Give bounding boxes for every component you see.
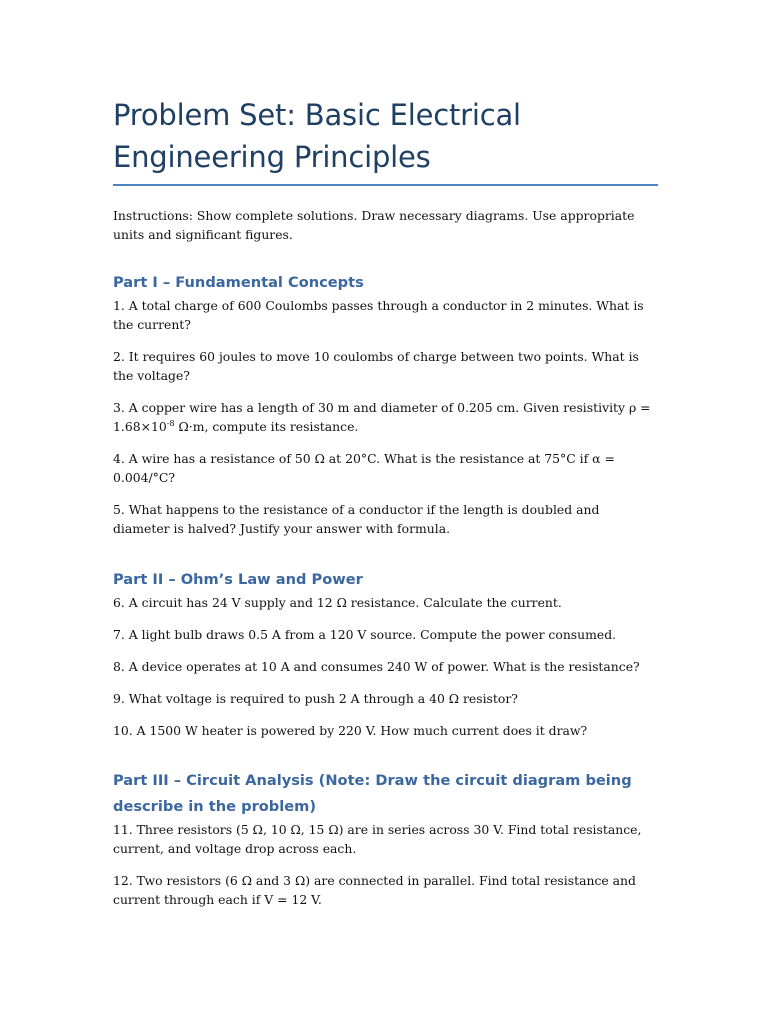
problem-3-exponent: -8 bbox=[166, 419, 175, 428]
document-title: Problem Set: Basic Electrical Engineering Principles bbox=[113, 94, 658, 186]
part-3-heading: Part III – Circuit Analysis (Note: Draw the circuit diagram being describe in the problem) bbox=[113, 772, 632, 815]
problem-12: 12. Two resistors (6 Ω and 3 Ω) are connected in parallel. Find total resistance and current through each if V = 12 V. bbox=[113, 873, 636, 907]
document-page bbox=[113, 94, 658, 909]
problem-9: 9. What voltage is required to push 2 A through a 40 Ω resistor? bbox=[113, 691, 518, 706]
problem-5: 5. What happens to the resistance of a conductor if the length is doubled and diameter is halved? Justify your answer with formula. bbox=[113, 502, 600, 536]
part-3-section bbox=[113, 768, 658, 909]
part-2-section bbox=[113, 567, 658, 740]
problem-2: 2. It requires 60 joules to move 10 coulombs of charge between two points. What is the voltage? bbox=[113, 349, 639, 383]
instructions-text: Instructions: Show complete solutions. Draw necessary diagrams. Use appropriate units and significant figures. bbox=[113, 208, 635, 242]
problem-3-text-after: Ω·m, compute its resistance. bbox=[174, 419, 359, 434]
problem-3 bbox=[113, 398, 658, 436]
problem-8: 8. A device operates at 10 A and consumes 240 W of power. What is the resistance? bbox=[113, 659, 640, 674]
problem-10: 10. A 1500 W heater is powered by 220 V. How much current does it draw? bbox=[113, 723, 588, 738]
problem-6: 6. A circuit has 24 V supply and 12 Ω resistance. Calculate the current. bbox=[113, 595, 562, 610]
part-1-heading: Part I – Fundamental Concepts bbox=[113, 274, 364, 291]
problem-11: 11. Three resistors (5 Ω, 10 Ω, 15 Ω) are in series across 30 V. Find total resistance, current, and voltage drop across each. bbox=[113, 822, 642, 856]
problem-3-text-before: 3. A copper wire has a length of 30 m and diameter of 0.205 cm. Given resistivity ρ = 1.68×10 bbox=[113, 400, 651, 434]
part-1-section bbox=[113, 270, 658, 538]
problem-4: 4. A wire has a resistance of 50 Ω at 20°C. What is the resistance at 75°C if α = 0.004/°C? bbox=[113, 451, 615, 485]
problem-7: 7. A light bulb draws 0.5 A from a 120 V source. Compute the power consumed. bbox=[113, 627, 617, 642]
part-2-heading: Part II – Ohm’s Law and Power bbox=[113, 571, 363, 588]
problem-1: 1. A total charge of 600 Coulombs passes through a conductor in 2 minutes. What is the current? bbox=[113, 298, 644, 332]
